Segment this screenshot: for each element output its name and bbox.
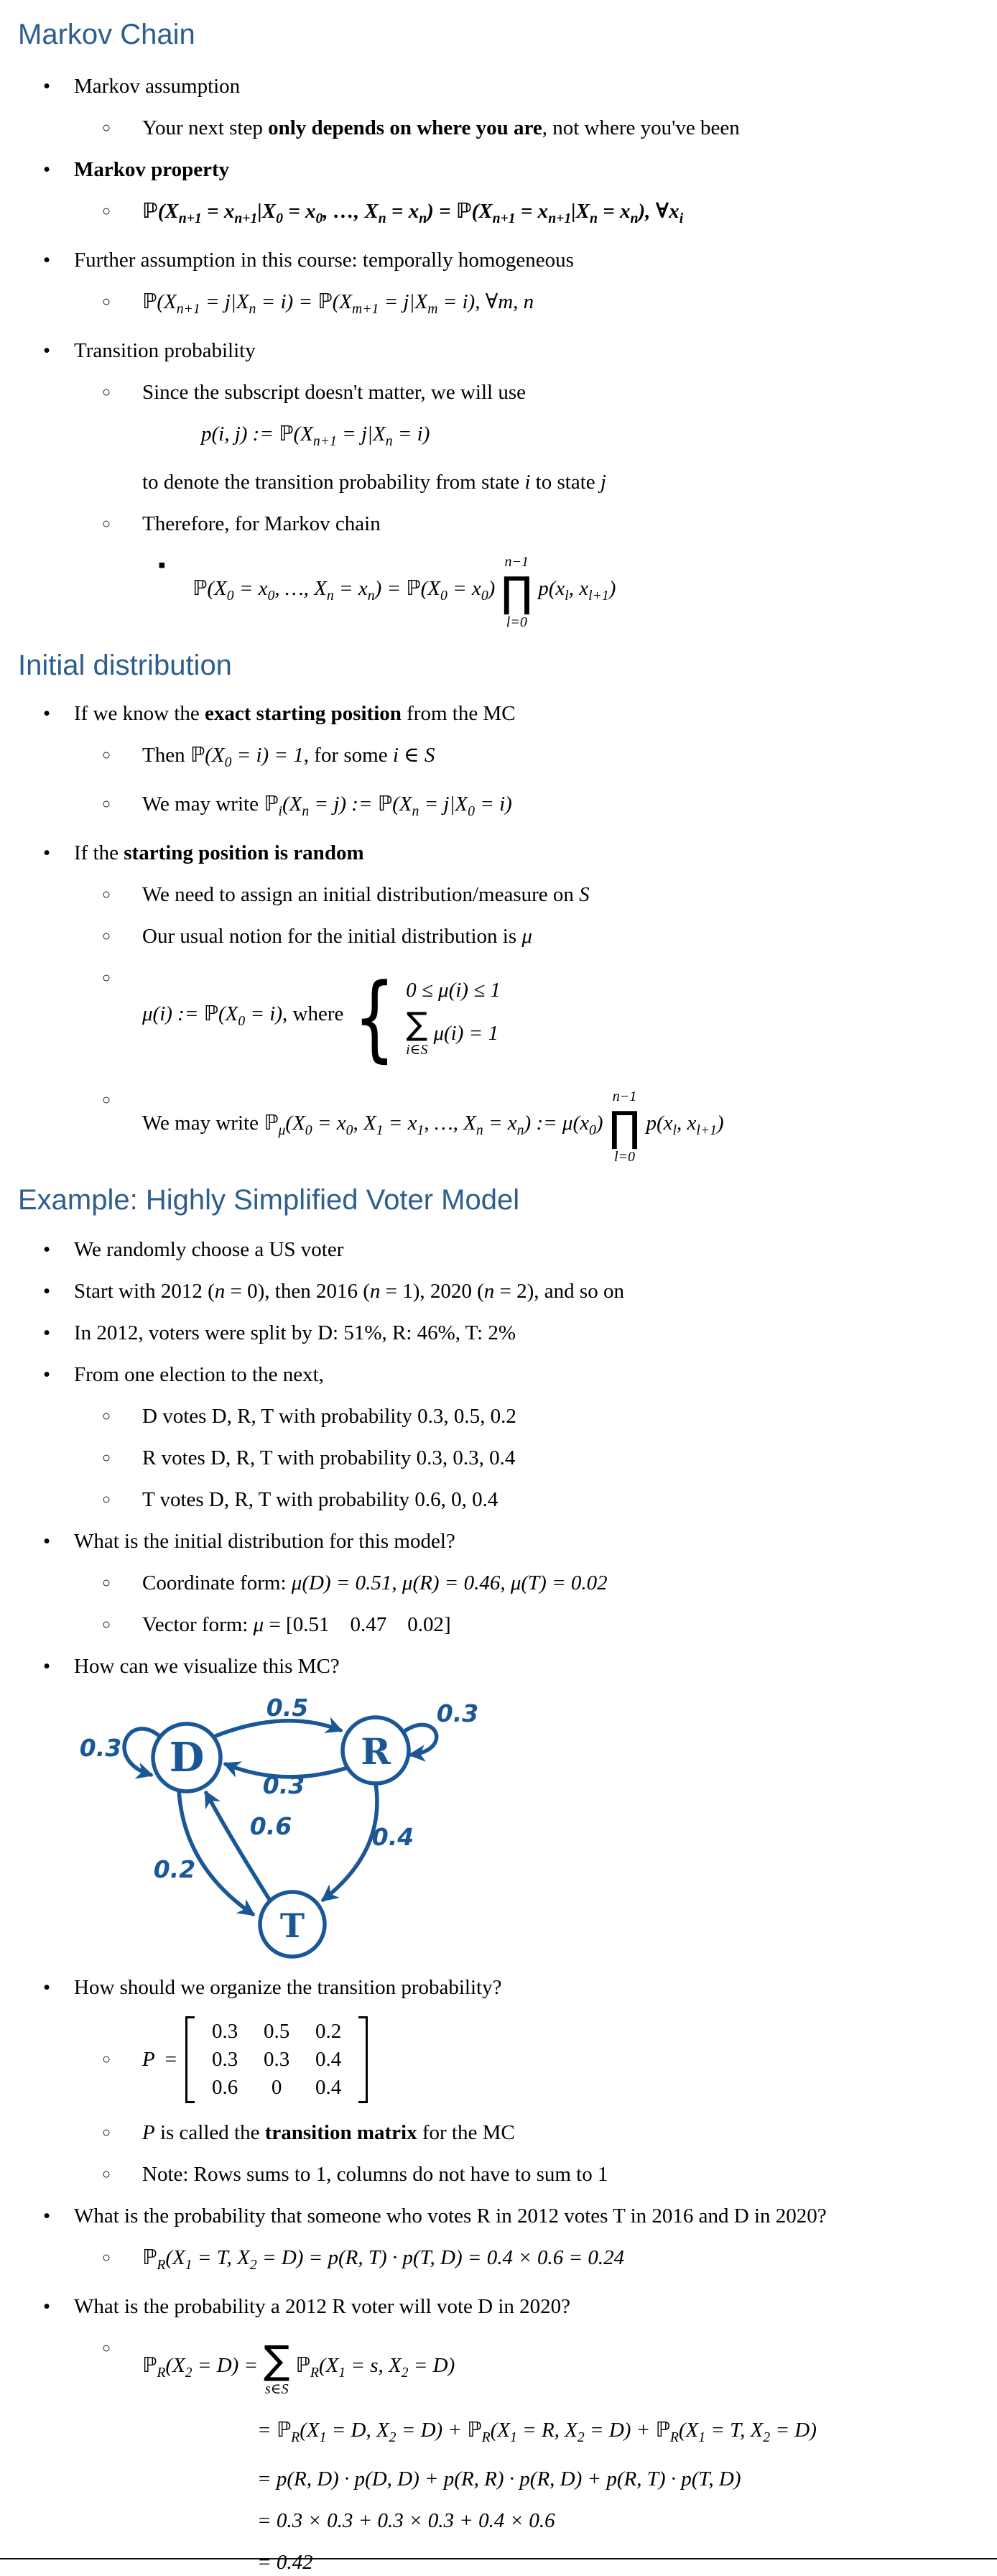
bullet-marker: ○ xyxy=(102,796,111,813)
bullet-marker: ○ xyxy=(102,2166,111,2182)
matrix-cell: 0.3 xyxy=(211,2048,238,2072)
bullet-marker: ○ xyxy=(102,747,111,764)
line-random-voter: We randomly choose a US voter xyxy=(74,1237,344,1261)
matrix-cell: 0 xyxy=(271,2076,282,2100)
bullet-marker: • xyxy=(43,2294,51,2318)
bullet-marker: ○ xyxy=(102,384,111,400)
formula-mu-cases xyxy=(0,964,997,1071)
line-since-subscript: Since the subscript doesn't matter, we will use xyxy=(142,380,527,404)
list-item xyxy=(0,2293,997,2320)
cases-row-sum: μ(i) = 1 xyxy=(433,1021,498,1045)
list-item xyxy=(0,379,997,406)
product-symbol: ∏ xyxy=(608,1102,641,1151)
sum-lower-limit: i∈S xyxy=(406,1041,428,1058)
edge-label-r-to-t: 0.4 xyxy=(371,1822,414,1851)
list-item xyxy=(0,923,997,950)
formula-mu-left: μ(i) := $ℙ(X_0 = i)$, where xyxy=(142,1002,344,1029)
sum-operator xyxy=(406,1005,428,1058)
bullet-marker: ○ xyxy=(102,2249,111,2266)
matrix-bracket-right xyxy=(358,2016,368,2103)
line-random-start: If the starting position is random xyxy=(74,841,364,864)
bullet-marker: • xyxy=(43,2204,51,2228)
section-title-initial-distribution: Initial distribution xyxy=(18,650,232,682)
list-item xyxy=(0,1569,997,1597)
matrix-bracket-left xyxy=(185,2016,195,2103)
formula-right: $ℙ_R(X_1 = s$, $X_2 = D$) xyxy=(295,2353,455,2381)
line-vector-form: Vector form: μ = [0.51 0.47 0.02] xyxy=(142,1612,451,1636)
matrix-symbol: P xyxy=(142,2048,155,2072)
formula-right: $p(x_l$, $x_{l+1}$) xyxy=(646,1112,724,1138)
line-start-2012: Start with 2012 (n = 0), then 2016 (n = 1), 2020 (n = 2), and so on xyxy=(74,1279,624,1303)
sum-lower-limit: s∈S xyxy=(265,2381,289,2397)
line-next-step: Your next step only depends on where you are, not where you've been xyxy=(142,116,740,139)
line-markov-property: Markov property xyxy=(74,158,230,181)
formula-right: $p(x_l$, $x_{l+1}$) xyxy=(538,577,616,604)
line-visualize-question: How can we visualize this MC? xyxy=(74,1654,340,1678)
list-item xyxy=(0,1444,997,1472)
line-rtd-question: What is the probability that someone who votes R in 2012 votes T in 2016 and D in 2020? xyxy=(74,2204,827,2228)
list-item xyxy=(0,2202,997,2230)
line-initial-dist-question: What is the initial distribution for this model? xyxy=(74,1529,455,1553)
list-item xyxy=(0,510,997,537)
list-item xyxy=(0,1611,997,1638)
formula-sum-over-states xyxy=(0,2335,997,2404)
edge-r-to-t xyxy=(323,1783,377,1900)
bullet-marker: ○ xyxy=(102,120,111,136)
edge-label-t-to-d: 0.6 xyxy=(249,1811,292,1840)
bullet-marker: • xyxy=(43,1237,51,1261)
list-item xyxy=(0,156,997,183)
list-item xyxy=(0,1278,997,1305)
bullet-marker: • xyxy=(43,75,51,98)
line-rows-sum-note: Note: Rows sums to 1, columns do not have to sum to 1 xyxy=(142,2162,608,2186)
edge-label-d-to-t: 0.2 xyxy=(153,1855,196,1883)
list-item xyxy=(0,468,997,496)
bullet-marker: ○ xyxy=(102,1574,111,1591)
bullet-marker: ○ xyxy=(102,2051,111,2068)
bullet-marker: ○ xyxy=(102,516,111,532)
bullet-marker: ○ xyxy=(102,203,111,219)
line-transition-probability: Transition probability xyxy=(74,338,256,362)
line-r-votes: R votes D, R, T with probability 0.3, 0.3, 0.4 xyxy=(142,1446,516,1469)
line-therefore: Therefore, for Markov chain xyxy=(142,512,381,536)
bullet-marker: ○ xyxy=(102,1091,111,1108)
line-d-votes: D votes D, R, T with probability 0.3, 0.5, 0.2 xyxy=(142,1404,516,1428)
edge-d-to-r xyxy=(215,1721,340,1736)
derivation-line-2: = p(R, D) · p(D, D) + p(R, R) · p(R, D) + p(R, T) · p(T, D) xyxy=(257,2467,741,2490)
matrix-cell: 0.4 xyxy=(315,2076,342,2100)
bullet-marker: ○ xyxy=(102,928,111,944)
list-item xyxy=(0,1319,997,1347)
list-item xyxy=(0,881,997,908)
line-organize-question: How should we organize the transition probability? xyxy=(74,1975,502,1999)
edge-label-r-self: 0.3 xyxy=(436,1699,479,1727)
bullet-marker: • xyxy=(43,1279,51,1303)
line-usual-notion: Our usual notion for the initial distribution is μ xyxy=(142,924,532,948)
derivation-result: = 0.42 xyxy=(257,2550,313,2574)
formula-homogeneous: $ℙ(X_{n+1} = j|X_n = i)$ = $ℙ(X_{m+1} = j|X_m = i)$, ∀m, n xyxy=(142,290,534,317)
list-item xyxy=(0,790,997,825)
line-p-is-called: P is called the transition matrix for the MC xyxy=(142,2120,515,2144)
line-then-p: Then $ℙ(X_0 = i) = 1$, for some i ∈ S xyxy=(142,744,435,771)
node-d-label: D xyxy=(169,1733,205,1781)
list-item xyxy=(0,246,997,274)
bullet-marker: ▪ xyxy=(158,553,166,578)
list-item xyxy=(0,2244,997,2279)
bullet-marker: ○ xyxy=(102,2124,111,2141)
matrix-cell: 0.4 xyxy=(315,2048,342,2072)
cases-brace: { xyxy=(353,962,396,1072)
list-item xyxy=(0,1528,997,1555)
formula-markov-property: $ℙ(X_{n+1} = x_{n+1}|X_0 = x_0$, …, $X_n = x_n$) = $ℙ(X_{n+1} = x_{n+1}|X_n = x_n)$, $\forall x_i$ xyxy=(142,200,684,226)
bullet-marker: • xyxy=(43,841,51,864)
derivation-line-3: = 0.3 × 0.3 + 0.3 × 0.3 + 0.4 × 0.6 xyxy=(257,2508,555,2532)
matrix-cell: 0.3 xyxy=(263,2048,290,2072)
bullet-marker: ○ xyxy=(102,886,111,902)
derivation-line-1: = $ℙ_R(X_1 = D$, $X_2 = D$) + $ℙ_R(X_1 = R$, $X_2 = D$) + $ℙ_R(X_1 = T$, $X_2 = D$) xyxy=(257,2418,817,2445)
product-symbol: ∏ xyxy=(501,568,533,617)
cases-row-bounds: 0 ≤ μ(i) ≤ 1 xyxy=(406,978,501,1002)
list-item xyxy=(0,2119,997,2146)
line-markov-assumption: Markov assumption xyxy=(74,75,241,98)
product-lower-limit: l=0 xyxy=(506,614,527,631)
sum-symbol: ∑ xyxy=(406,1005,428,1043)
line-further-assumption: Further assumption in this course: temporally homogeneous xyxy=(74,248,574,272)
bullet-marker: • xyxy=(43,158,51,181)
list-item xyxy=(0,1974,997,2001)
line-assign-measure: We need to assign an initial distribution/measure on S xyxy=(142,882,590,906)
list-item xyxy=(0,1361,997,1388)
edge-label-r-to-d: 0.3 xyxy=(262,1771,305,1799)
notes-page xyxy=(0,19,997,2574)
list-item xyxy=(0,1403,997,1430)
bullet-marker: ○ xyxy=(102,1449,111,1466)
line-coordinate-form: Coordinate form: μ(D) = 0.51, μ(R) = 0.46, μ(T) = 0.02 xyxy=(142,1571,608,1594)
bullet-marker: • xyxy=(43,248,51,272)
bullet-marker: ○ xyxy=(102,293,111,310)
bullet-marker: • xyxy=(43,338,51,362)
bullet-marker: ○ xyxy=(102,969,111,986)
list-item xyxy=(0,1653,997,1680)
list-item xyxy=(0,2161,997,2188)
product-lower-limit: l=0 xyxy=(613,1148,636,1165)
sum-symbol: ∑ xyxy=(264,2337,290,2383)
list-item xyxy=(0,1486,997,1513)
list-item xyxy=(0,700,997,727)
line-t-votes: T votes D, R, T with probability 0.6, 0, 0.4 xyxy=(142,1487,498,1511)
bullet-marker: • xyxy=(43,1975,51,1999)
line-exact-start: If we know the exact starting position from the MC xyxy=(74,702,516,726)
bullet-marker: ○ xyxy=(102,1616,111,1633)
list-item xyxy=(0,114,997,142)
node-r-label: R xyxy=(361,1730,391,1773)
bullet-marker: • xyxy=(43,1362,51,1386)
matrix-cell: 0.2 xyxy=(315,2020,342,2044)
bullet-marker: • xyxy=(43,1321,51,1344)
matrix-cell: 0.3 xyxy=(211,2020,238,2044)
list-item xyxy=(0,742,997,776)
formula-pij-definition: p(i, j) := $ℙ(X_{n+1} = j|X_n = i)$ xyxy=(201,422,430,449)
sum-operator xyxy=(264,2337,290,2398)
line-we-may-write-pi: We may write $ℙ_i(X_n = j)$ := $ℙ(X_n = j|X_0 = i)$ xyxy=(142,793,512,819)
list-item xyxy=(0,73,997,100)
formula-left: $ℙ_R(X_2 = D)$ = xyxy=(142,2353,259,2381)
product-operator xyxy=(501,553,532,631)
line-to-denote: to denote the transition probability from state i to state j xyxy=(142,471,606,494)
bullet-marker: • xyxy=(43,702,51,726)
edge-label-d-to-r: 0.5 xyxy=(266,1694,309,1722)
edge-label-d-self: 0.3 xyxy=(79,1733,122,1762)
bullet-marker: • xyxy=(43,1654,51,1678)
line-rd-2020-question: What is the probability a 2012 R voter will vote D in 2020? xyxy=(74,2294,571,2318)
bullet-marker: ○ xyxy=(102,2340,111,2356)
bullet-marker: ○ xyxy=(102,1408,111,1424)
section-title-markov-chain: Markov Chain xyxy=(18,19,195,50)
node-t-label: T xyxy=(279,1906,305,1945)
line-one-election: From one election to the next, xyxy=(74,1362,324,1386)
formula-pmu-product xyxy=(0,1086,997,1167)
list-item xyxy=(0,288,997,323)
matrix-cell: 0.6 xyxy=(211,2076,238,2100)
product-upper-limit: n−1 xyxy=(504,554,529,571)
list-item xyxy=(0,1236,997,1263)
matrix-equals: = xyxy=(164,2048,177,2072)
list-item xyxy=(0,839,997,867)
formula-chain-product xyxy=(0,552,997,632)
matrix-cell: 0.5 xyxy=(263,2020,290,2044)
transition-matrix xyxy=(185,2016,368,2104)
list-item xyxy=(0,198,997,232)
formula-rtd-result: $ℙ_R(X_1 = T$, $X_2 = D) = p(R$, T) · p(T, D) = 0.4 × 0.6 = 0.24 xyxy=(142,2245,625,2273)
line-2012-split: In 2012, voters were split by D: 51%, R: 46%, T: 2% xyxy=(74,1321,516,1344)
transition-matrix-equation xyxy=(0,2016,997,2105)
product-operator xyxy=(609,1088,641,1165)
bullet-marker: • xyxy=(43,1529,51,1553)
list-item xyxy=(0,337,997,364)
section-title-voter-model: Example: Highly Simplified Voter Model xyxy=(18,1183,520,1216)
formula-left: $ℙ(X_0 = x_0$, …, $X_n = x_n$) = $ℙ(X_0 = x_0)$ xyxy=(193,577,496,604)
voter-model-diagram xyxy=(72,1694,997,1964)
bullet-marker: ○ xyxy=(102,1491,111,1508)
formula-left: We may write $ℙ_\mu(X_0 = x_0$, $X_1 = x_1$, …, $X_n = x_n$) := $\mu(x_0)$ xyxy=(142,1112,603,1138)
product-upper-limit: n−1 xyxy=(612,1088,637,1104)
